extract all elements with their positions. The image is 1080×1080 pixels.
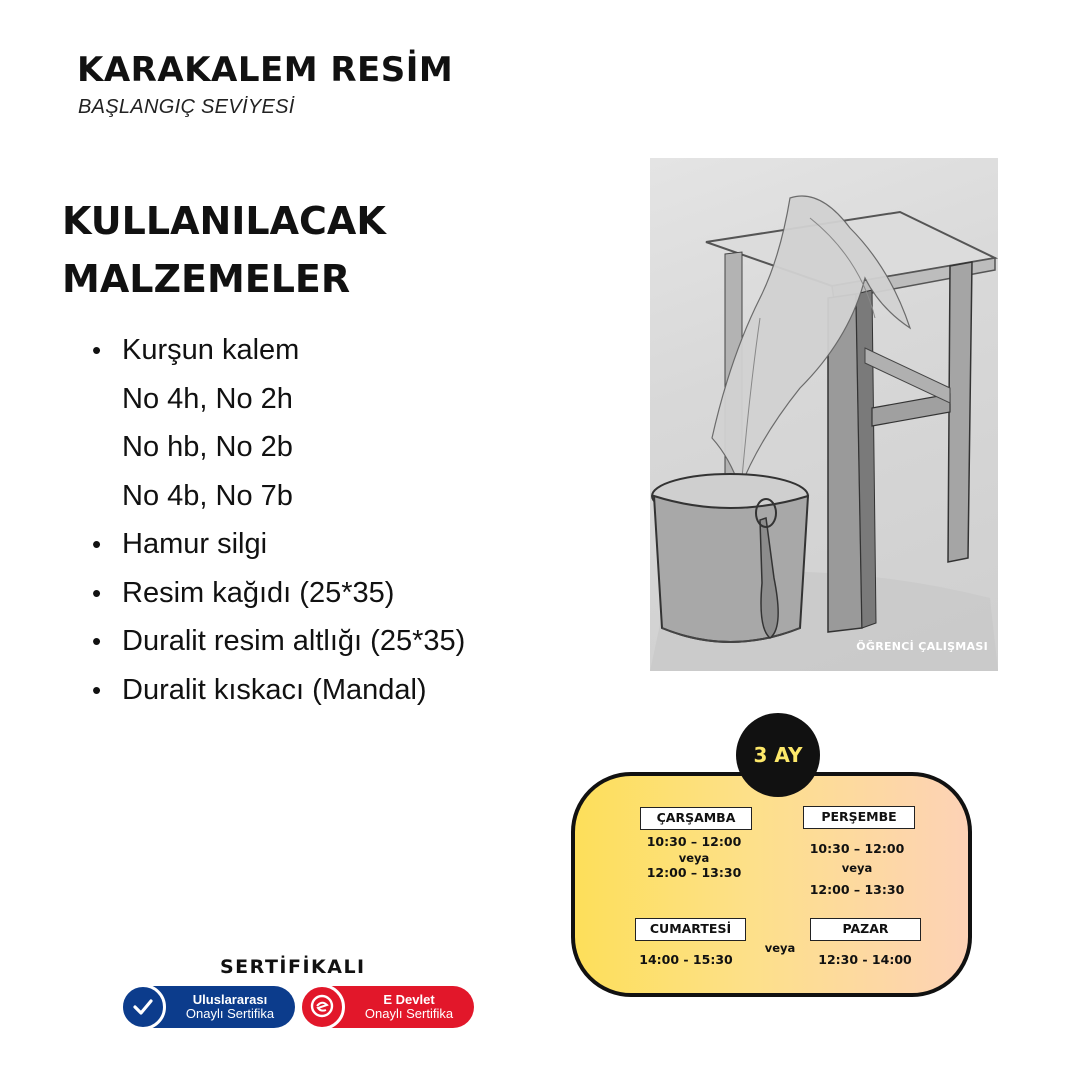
material-sub: No 4b, No 7b [122,479,293,512]
material-label: Kurşun kalem [122,334,300,366]
artwork-caption: ÖĞRENCİ ÇALIŞMASI [856,640,988,653]
certificate-heading: SERTİFİKALI [220,956,366,978]
material-label: Duralit resim altlığı (25*35) [122,625,466,657]
edevlet-certificate-badge [300,986,474,1028]
international-line2: Onaylı Sertifika [185,1006,275,1021]
materials-heading [62,192,386,308]
day-sunday: PAZAR [810,918,921,941]
international-certificate-badge [121,986,295,1028]
edevlet-logo-icon [299,984,345,1030]
student-artwork [650,158,998,671]
wednesday-time-1: 10:30 – 12:00 [646,834,742,849]
sunday-time: 12:30 - 14:00 [818,952,912,967]
list-item [92,617,465,666]
material-sub: No hb, No 2b [122,431,293,463]
edevlet-line1: E Devlet [383,992,435,1007]
weekend-or: veya [764,941,796,955]
thursday-time-2: 12:00 – 13:30 [809,882,905,897]
list-item [92,666,465,715]
materials-heading-line1: KULLANILACAK [62,199,386,243]
duration-badge: 3 AY [736,713,820,797]
course-title: KARAKALEM RESİM [77,50,454,90]
checkmark-icon [120,984,166,1030]
day-thursday: PERŞEMBE [803,806,915,829]
bullet-icon: • [92,674,102,705]
thursday-or: veya [841,861,873,875]
bullet-icon: • [92,626,102,656]
day-saturday: CUMARTESİ [635,918,746,941]
international-line1: Uluslararası [192,992,268,1007]
course-level: BAŞLANGIÇ SEVİYESİ [78,96,295,118]
materials-list [92,326,465,714]
day-wednesday: ÇARŞAMBA [640,807,752,830]
bullet-icon: • [92,335,102,365]
materials-heading-line2: MALZEMELER [62,257,351,301]
material-label: Duralit kıskacı (Mandal) [122,673,427,706]
thursday-time-1: 10:30 – 12:00 [809,841,905,856]
list-item [92,326,465,520]
material-sub: No 4h, No 2h [122,382,293,415]
list-item [92,569,465,618]
stool-drawing-icon [650,158,998,671]
wednesday-or: veya [678,851,710,865]
saturday-time: 14:00 - 15:30 [639,952,733,967]
list-item [92,520,465,569]
bullet-icon: • [92,529,102,559]
bullet-icon: • [92,577,102,608]
wednesday-time-2: 12:00 – 13:30 [646,865,742,880]
edevlet-line2: Onaylı Sertifika [364,1006,454,1021]
material-label: Hamur silgi [122,528,268,560]
material-label: Resim kağıdı (25*35) [122,576,395,609]
